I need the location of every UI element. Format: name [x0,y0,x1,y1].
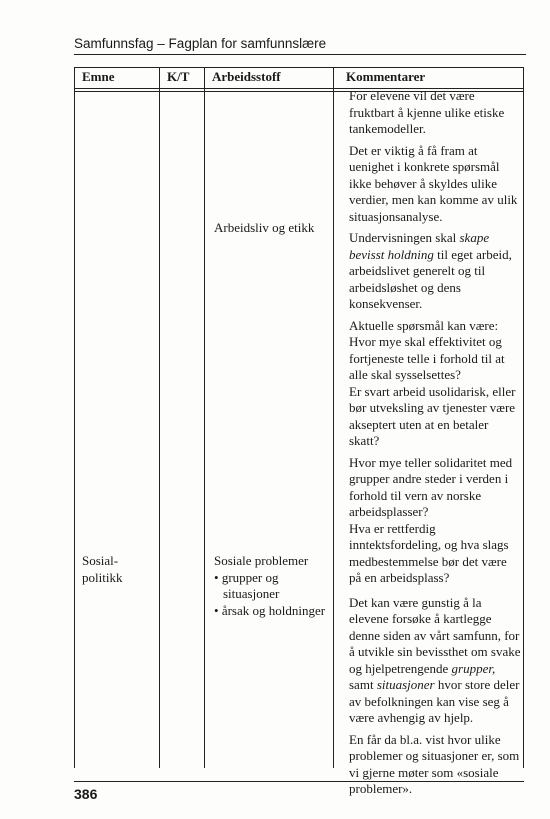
list-item: • grupper og situasjoner [214,570,330,603]
comment-text: hvor store deler av befolkningen kan vise seg å være avhengig av hjelp. [349,677,520,725]
table-border-left [74,67,75,768]
header-rule [74,54,526,55]
comment-social-problems: En får da bl.a. vist hvor ulike problemer og situasjoner er, som vi gjerne møter som «sosiale problemer». [349,731,520,796]
column-header-arbeidsstoff: Arbeidsstoff [212,69,281,84]
subject-arbeidsliv-og-etikk: Arbeidsliv og etikk [214,220,315,235]
comment-questions-1 [349,318,521,450]
comment-questions-2 [349,455,521,587]
topic-sosialpolitikk [82,553,154,586]
list-item: • årsak og holdninger [214,603,330,620]
subject-title: Sosiale problemer [214,553,309,568]
topic-line-2: politikk [82,569,123,585]
column-divider-1 [159,67,160,768]
comment-text: Det kan være gunstig å la elevene forsøke å kartlegge denne siden av vårt samfunn, for å utvikle sin bevissthet om svake og hjelpetrengende [349,594,521,676]
comment-disagreement: Det er viktig å få fram at uenighet i konkrete spørsmål ikke behøver å skyldes ulike verdier, men kan komme av ulik situasjonsanalyse. [349,142,518,224]
subject-sosiale-problemer [214,553,330,619]
topic-line-1: Sosial- [82,553,119,568]
footer-rule [74,781,524,782]
table-top-border [74,67,524,68]
comments-column [349,88,521,803]
subject-list [214,570,330,620]
page-number: 386 [74,786,98,802]
column-divider-2 [204,67,205,768]
comment-text: Hvor mye teller solidaritet med grupper andre steder i verden i forhold til vern av norske arbeidsplasser? [349,454,513,519]
comment-text: samt [349,677,377,692]
column-header-kt: K/T [167,69,190,84]
comment-emphasis: situasjoner [376,677,435,692]
comment-text: Aktuelle spørsmål kan være: Hvor mye skal effektivitet og fortjeneste telle i forhold til at alle skal sysselsettes? [349,317,505,382]
column-divider-3 [333,67,334,768]
table-border-right [523,67,524,768]
comment-mapping [349,595,521,727]
comment-attitude [349,230,521,313]
comment-text: Hva er rettferdig inntektsfordeling, og hva slags medbestemmelse bør det være på en arbeidsplass? [349,520,509,585]
column-header-kommentarer: Kommentarer [346,69,426,84]
running-head: Samfunnsfag – Fagplan for samfunnslære [74,36,327,51]
comment-ethics-models: For elevene vil det være fruktbart å kjenne ulike etiske tankemodeller. [349,88,505,136]
comment-text: Er svart arbeid usolidarisk, eller bør utveksling av tjenester være akseptert uten at en betaler skatt? [349,383,516,448]
comment-emphasis: skape bevisst holdning [349,230,490,262]
comment-text: til eget arbeid, arbeidslivet generelt og til arbeidsløshet og dens konsekvenser. [349,246,512,311]
comment-text: Undervisningen skal [349,230,460,245]
comment-emphasis: grupper, [451,660,496,676]
column-header-emne: Emne [82,69,115,84]
